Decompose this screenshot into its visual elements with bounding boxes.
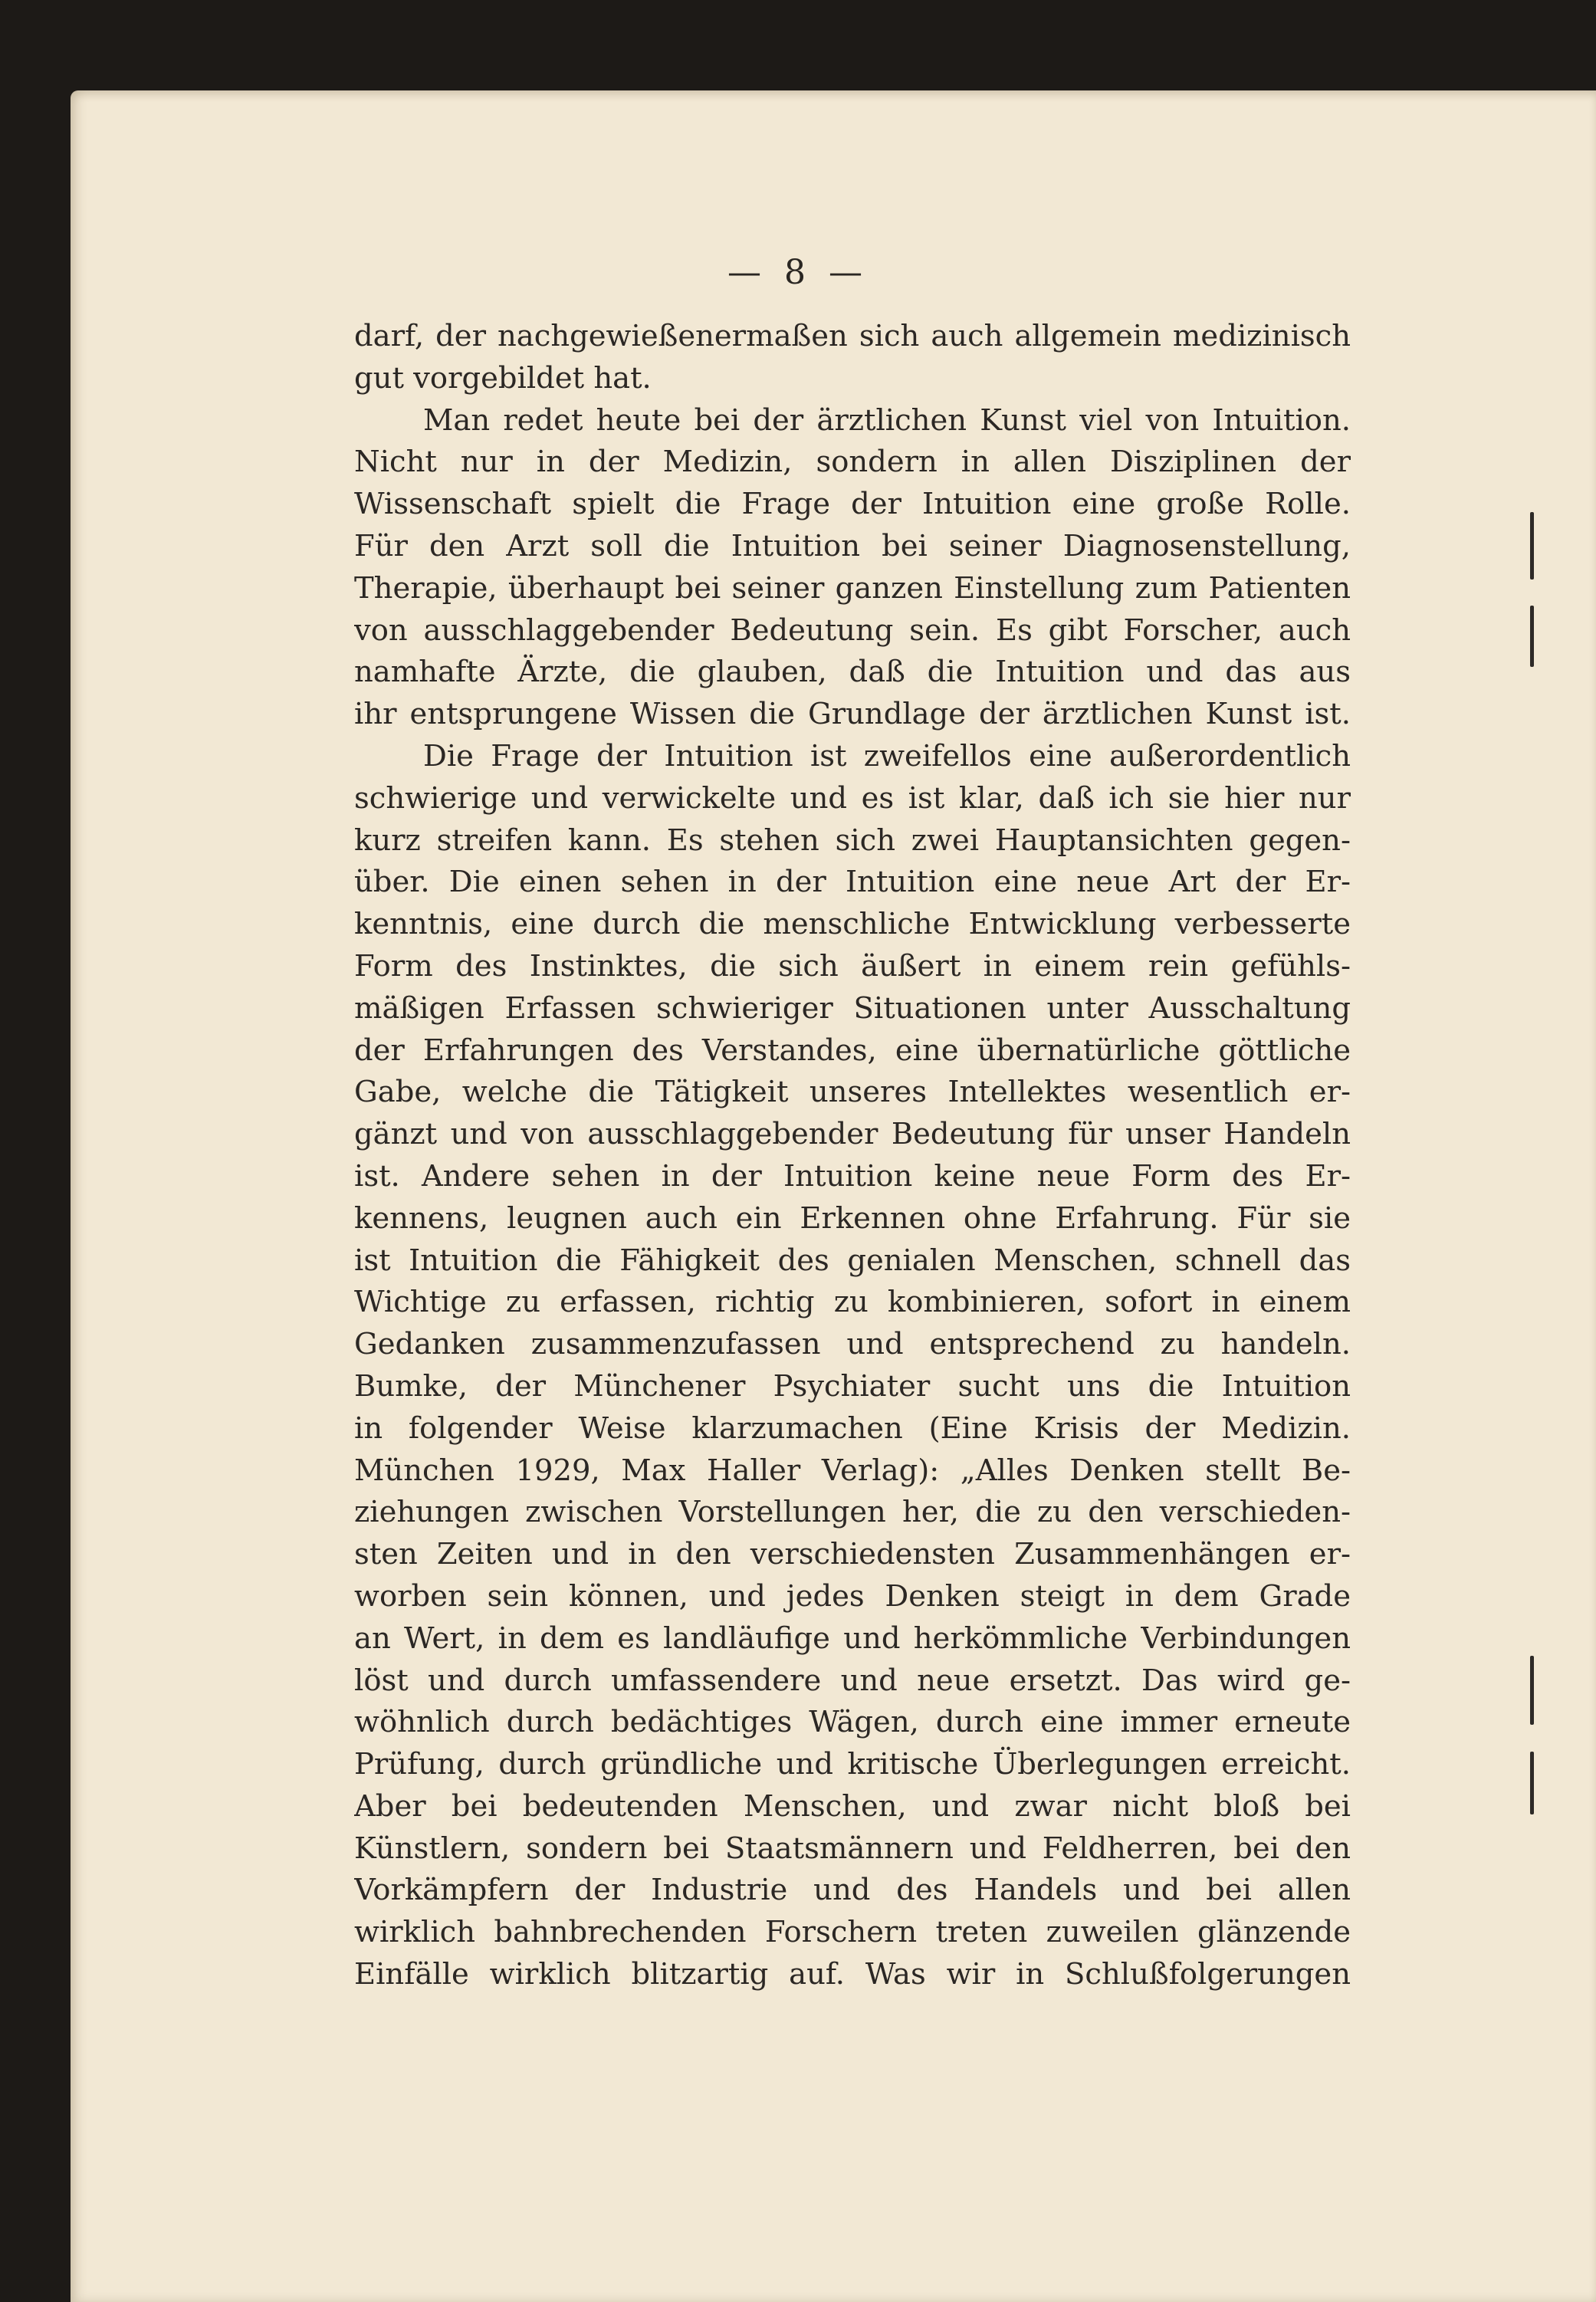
text-line: in folgender Weise klarzumachen (Eine Krisis der Medizin. (354, 1410, 1351, 1446)
text-line: namhafte Ärzte, die glauben, daß die Intuition und das aus (354, 655, 1351, 690)
text-line: Gabe, welche die Tätigkeit unseres Intellektes wesentlich er- (354, 1075, 1351, 1110)
text-line: Vorkämpfern der Industrie und des Handels und bei allen (354, 1873, 1351, 1908)
text-line: kennens, leugnen auch ein Erkennen ohne Erfahrung. Für sie (354, 1200, 1351, 1236)
text-line: der Erfahrungen des Verstandes, eine übernatürliche göttliche (354, 1033, 1351, 1068)
staple-mark (1530, 1752, 1534, 1814)
text-line: ist Intuition die Fähigkeit des genialen Menschen, schnell das (354, 1243, 1351, 1278)
staple-mark (1530, 512, 1534, 580)
text-line: Wissenschaft spielt die Frage der Intuition eine große Rolle. (354, 487, 1351, 522)
text-line: Aber bei bedeutenden Menschen, und zwar nicht bloß bei (354, 1788, 1351, 1824)
text-line: ist. Andere sehen in der Intuition keine neue Form des Er- (354, 1158, 1351, 1194)
text-line: München 1929, Max Haller Verlag): „Alles Denken stellt Be- (354, 1453, 1351, 1488)
text-line: von ausschlaggebender Bedeutung sein. Es gibt Forscher, auch (354, 612, 1351, 648)
text-line: Nicht nur in der Medizin, sondern in allen Disziplinen der (354, 445, 1351, 480)
text-line: ihr entsprungene Wissen die Grundlage der ärztlichen Kunst ist. (354, 697, 1351, 732)
text-line: kurz streifen kann. Es stehen sich zwei Hauptansichten gegen- (354, 823, 1351, 858)
text-line: mäßigen Erfassen schwieriger Situationen unter Ausschaltung (354, 990, 1351, 1026)
text-line: worben sein können, und jedes Denken steigt in dem Grade (354, 1578, 1351, 1614)
text-line: wirklich bahnbrechenden Forschern treten zuweilen glänzende (354, 1915, 1351, 1950)
text-line: wöhnlich durch bedächtiges Wägen, durch eine immer erneute (354, 1705, 1351, 1740)
text-line: Therapie, überhaupt bei seiner ganzen Einstellung zum Patienten (354, 570, 1351, 606)
text-line: Künstlern, sondern bei Staatsmännern und Feldherren, bei den (354, 1831, 1351, 1866)
staple-mark (1530, 1656, 1534, 1725)
text-line: Man redet heute bei der ärztlichen Kunst viel von Intuition. (423, 402, 1351, 438)
text-line: Für den Arzt soll die Intuition bei seiner Diagnosenstellung, (354, 528, 1351, 563)
text-line: Form des Instinktes, die sich äußert in einem rein gefühls- (354, 948, 1351, 984)
text-line: Gedanken zusammenzufassen und entsprechend zu handeln. (354, 1327, 1351, 1362)
text-line: ziehungen zwischen Vorstellungen her, die zu den verschieden- (354, 1495, 1351, 1530)
text-line: Wichtige zu erfassen, richtig zu kombinieren, sofort in einem (354, 1285, 1351, 1320)
text-line: gänzt und von ausschlaggebender Bedeutung für unser Handeln (354, 1117, 1351, 1152)
text-line: Prüfung, durch gründliche und kritische Überlegungen erreicht. (354, 1747, 1351, 1782)
text-line: an Wert, in dem es landläufige und herkömmliche Verbindungen (354, 1621, 1351, 1656)
text-line: löst und durch umfassendere und neue ersetzt. Das wird ge- (354, 1663, 1351, 1698)
page-number: — 8 — (727, 253, 869, 292)
text-line: kenntnis, eine durch die menschliche Entwicklung verbesserte (354, 907, 1351, 942)
staple-mark (1530, 606, 1534, 667)
text-line: Einfälle wirklich blitzartig auf. Was wir in Schlußfolgerungen (354, 1957, 1351, 1992)
text-line: darf, der nachgewießenermaßen sich auch allgemein medizinisch (354, 319, 1351, 353)
text-line: schwierige und verwickelte und es ist klar, daß ich sie hier nur (354, 780, 1351, 816)
text-line: über. Die einen sehen in der Intuition eine neue Art der Er- (354, 865, 1351, 900)
body-text (354, 316, 1351, 1996)
text-line: Bumke, der Münchener Psychiater sucht uns die Intuition (354, 1368, 1351, 1404)
text-line: Die Frage der Intuition ist zweifellos eine außerordentlich (423, 738, 1351, 773)
text-line: sten Zeiten und in den verschiedensten Zusammenhängen er- (354, 1537, 1351, 1572)
text-line: gut vorgebildet hat. (354, 360, 652, 396)
